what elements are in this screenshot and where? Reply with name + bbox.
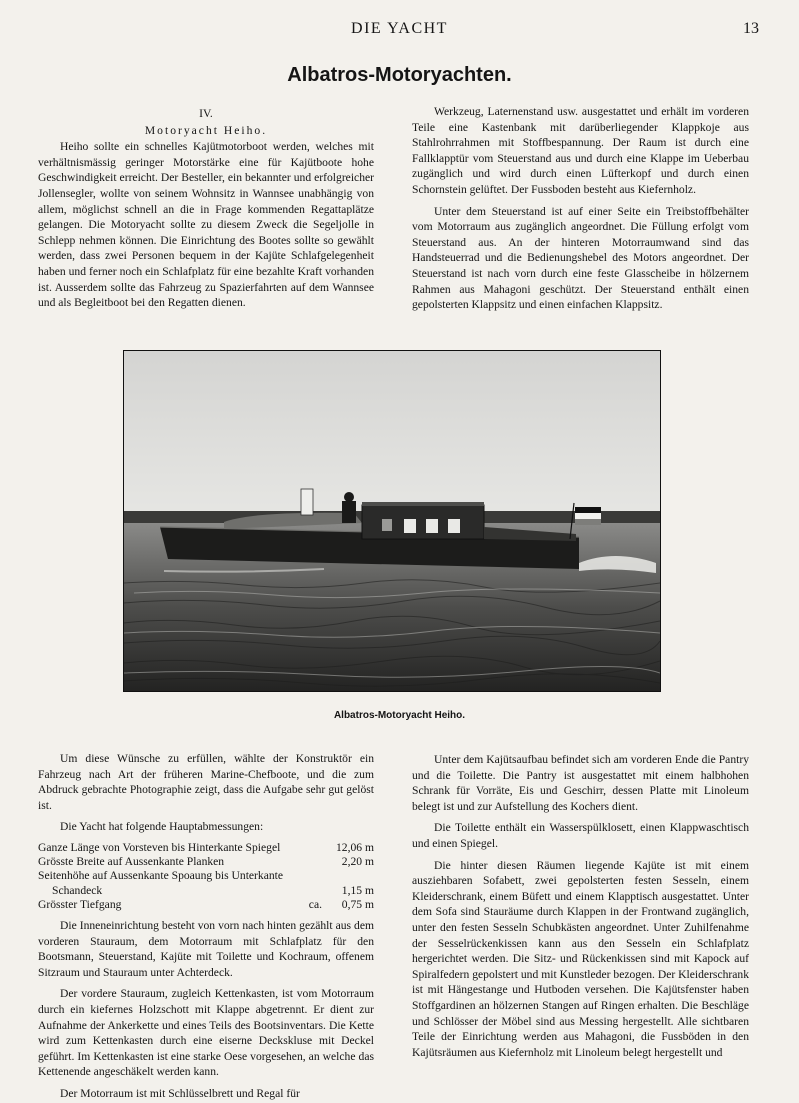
column-bottom-right: [412, 752, 749, 1060]
paragraph: Unter dem Steuerstand ist auf einer Seite ein Treibstoffbehälter vom Motorraum aus zugänglich angeordnet. Die Füllung erfolgt vom Steuerstand aus. An der hinteren Motorraumwand sind das Handsteuerrad und die Bedienungshebel des Motors angeordnet. Der Steuerstand ist nach vorn durch eine feste Glasscheibe in hölzernem Rahmen aus Mahagoni geschützt. Der Steuerstand enthält einen gepolsterten Klappsitz und einen einfachen Klappsitz.: [412, 204, 749, 312]
column-top-right: [412, 104, 749, 313]
dimension-row: [38, 841, 374, 855]
dimension-value: 0,75 m: [341, 897, 374, 911]
intro-paragraph: Heiho sollte ein schnelles Kajütmotorboot werden, welches mit verhältnismässig geringer Motorstärke eine für Kajütboote hohe Geschwindigkeit erreicht. Der Besteller, ein bekannter und erfolgreicher Jollensegler, wollte von seinem Wohnsitz in Wannsee unabhängig von allem, möglichst schnell an die in Frage kommenden Regattaplätze gelangen. Die Motoryacht sollte zu diesem Zweck die Segeljolle in Schlepp nehmen können. Die Einrichtung des Bootes sollte so gewählt werden, dass zwei Personen bequem in der Kajüte Schlafgelegenheit haben und ferner noch ein Schlafplatz für eine bezahlte Kraft vorhanden ist. Ausserdem sollte das Fahrzeug zu Spazierfahrten auf dem Wannsee und als Begleitboot bei den Regatten dienen.: [38, 140, 374, 310]
paragraph: Die Toilette enthält ein Wasserspülklosett, einen Klappwaschtisch und einen Spiegel.: [412, 821, 749, 850]
dimension-label: Schandeck: [52, 883, 103, 897]
column-bottom-left: [38, 751, 374, 1102]
dimension-label: Grösster Tiefgang: [38, 897, 122, 911]
dimension-prefix: [307, 884, 328, 898]
dimension-label: Seitenhöhe auf Aussenkante Spoaung bis Unterkante: [38, 869, 284, 883]
paragraph: Der vordere Stauraum, zugleich Kettenkasten, ist vom Motorraum durch ein kiefernes Holzschott mit Klappe abgetrennt. Er dient zur Aufnahme der Ankerkette und eines Teils des Bootsinventars. Die Kette wird zum Kettenkasten durch eine eiserne Deckskluse mit Deckel geführt. Im Kettenkasten ist eine starke Oese vorgesehen, an welche das Kettenende angeschäkelt werden kann.: [38, 987, 374, 1079]
dimension-prefix: [307, 855, 328, 869]
dimension-label: Ganze Länge von Vorsteven bis Hinterkante Spiegel: [38, 840, 281, 854]
dimension-prefix: [307, 841, 328, 855]
dimension-row: [38, 869, 374, 883]
yacht-illustration: [124, 351, 660, 691]
photo-caption: Albatros-Motoryacht Heiho.: [333, 710, 466, 721]
dimension-value: 1,15 m: [341, 883, 374, 897]
paragraph: Die hinter diesen Räumen liegende Kajüte ist mit einem ausziehbaren Sofabett, zwei gepolsterten festen Sesseln, einem Kleiderschrank, einem Büfett und einem Klapptisch ausgestattet. Unter dem Sofa sind Stauräume durch Klappen in der Frontwand zugänglich, unter den festen Sesseln Schubkästen angeordnet. Unter Zuhilfenahme der Sesselrückenkissen kann aus den Sesseln ein Schlafplatz hergerichtet werden. Die Sitz- und Rückenkissen sind mit Kapock auf Spiralfedern gepolstert und mit Kunstleder bezogen. Der Kleiderschrank ist mit Hängestange und Hutboden versehen. Die Kajütsfenster haben Stoffgardinen an hölzernen Stangen auf Ringen erhalten. Die Beschläge und Schlösser der Möbel sind aus Messing hergestellt. Alle sichtbaren Teile der Einrichtung werden aus Mahagoni, die Fussböden in den Kajütsräumen aus Kiefernholz mit Linoleum belegt hergestellt und: [412, 858, 749, 1059]
section-number: IV.: [199, 107, 213, 120]
dimension-value: [328, 869, 374, 883]
dimension-value: 2,20 m: [341, 855, 374, 869]
dimension-prefix: ca.: [308, 897, 322, 911]
dimension-row: [38, 884, 374, 898]
dimension-row: [38, 898, 374, 912]
yacht-photograph: [123, 350, 661, 692]
dimensions-intro: Die Yacht hat folgende Hauptabmessungen:: [60, 820, 264, 834]
page-number: 13: [743, 20, 759, 37]
column-top-left: [38, 106, 374, 311]
dimension-row: [38, 855, 374, 869]
paragraph: Um diese Wünsche zu erfüllen, wählte der Konstruktör ein Fahrzeug nach Art der früheren Marine-Chefboote, und die zum Abdruck gebrachte Photographie zeigt, dass die Aufgabe sehr gut gelöst ist.: [38, 752, 374, 812]
section-subtitle: Motoryacht Heiho.: [144, 123, 268, 137]
paragraph: Werkzeug, Laternenstand usw. ausgestattet und erhält im vorderen Teile eine Kastenbank mit darüberliegender Klappkoje aus Stahlrohrrahmen mit Stoffbespannung. Der Raum ist durch eine Fallklapptür vom Steuerstand aus und durch eine Klappe im Ueberbau zugänglich und wird durch einen Lüfterkopf und durch einen Schornstein gelüftet. Der Fussboden besteht aus Kiefernholz.: [412, 105, 749, 196]
article-title: Albatros-Motoryachten.: [287, 64, 512, 86]
dimension-prefix: [307, 869, 328, 883]
dimensions-table: [38, 841, 374, 912]
dimension-value: 12,06 m: [335, 840, 374, 854]
paragraph: Unter dem Kajütsaufbau befindet sich am vorderen Ende die Pantry und die Toilette. Die Pantry ist ausgestattet mit einem halbhohen Schrank für Vorräte, Eis und Geschirr, dessen Platte mit Linoleum belegt ist und zur Aufstellung des Kochers dient.: [412, 753, 749, 813]
paragraph: Der Motorraum ist mit Schlüsselbrett und Regal für: [60, 1086, 300, 1100]
running-head: DIE YACHT: [351, 20, 448, 37]
dimension-label: Grösste Breite auf Aussenkante Planken: [38, 855, 225, 869]
paragraph: Die Inneneinrichtung besteht von vorn nach hinten gezählt aus dem vorderen Stauraum, dem Motorraum mit Schlafplatz für den Bootsmann, Steuerstand, Kajüte mit Toilette und Kochraum, offenem Sitzraum und Stauraum unter Achterdeck.: [38, 918, 374, 979]
